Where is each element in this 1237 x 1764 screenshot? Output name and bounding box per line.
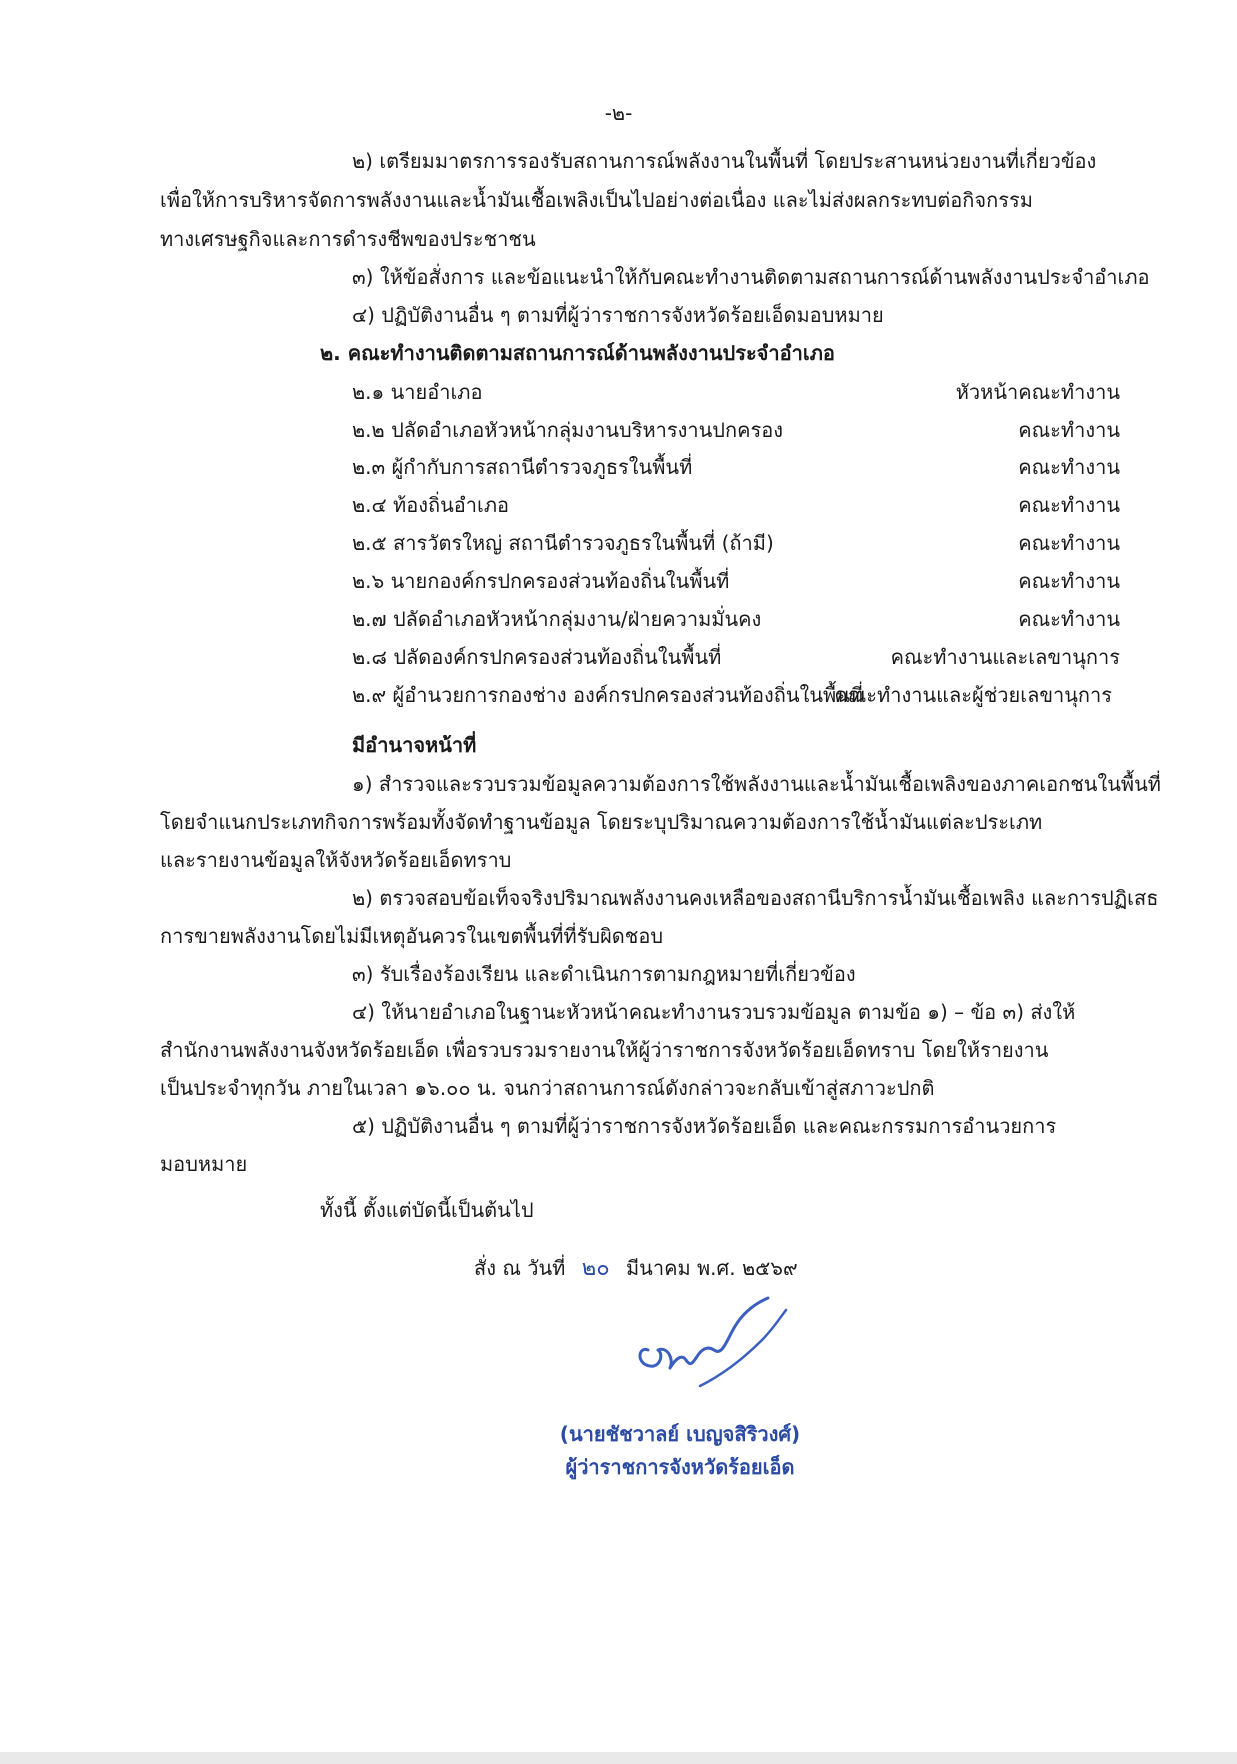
duty-1-line3: และรายงานข้อมูลให้จังหวัดร้อยเอ็ดทราบ — [160, 848, 512, 872]
item-2-line2: เพื่อให้การบริหารจัดการพลังงานและน้ำมันเชื้อเพลิงเป็นไปอย่างต่อเนื่อง และไม่ส่งผลกระทบต่อกิจกรรม — [160, 188, 1033, 212]
member-role: คณะทำงาน — [1018, 531, 1120, 555]
member-role: หัวหน้าคณะทำงาน — [955, 380, 1120, 404]
member-role: คณะทำงาน — [1018, 569, 1120, 593]
duty-5-line2: มอบหมาย — [160, 1152, 248, 1176]
order-date-day: ๒๐ — [581, 1256, 610, 1281]
item-4: ๔) ปฏิบัติงานอื่น ๆ ตามที่ผู้ว่าราชการจังหวัดร้อยเอ็ดมอบหมาย — [352, 303, 884, 327]
member-name: ๒.๔ ท้องถิ่นอำเภอ — [352, 493, 510, 517]
item-2-line1: ๒) เตรียมมาตรการรองรับสถานการณ์พลังงานในพื้นที่ โดยประสานหน่วยงานที่เกี่ยวข้อง — [352, 149, 1097, 173]
member-role: คณะทำงาน — [1018, 455, 1120, 479]
member-name: ๒.๓ ผู้กำกับการสถานีตำรวจภูธรในพื้นที่ — [352, 455, 693, 479]
page-number: -๒- — [604, 101, 633, 125]
duty-4-line2: สำนักงานพลังงานจังหวัดร้อยเอ็ด เพื่อรวบรวมรายงานให้ผู้ว่าราชการจังหวัดร้อยเอ็ดทราบ โดยให้รายงาน — [160, 1038, 1049, 1062]
member-name: ๒.๙ ผู้อำนวยการกองช่าง องค์กรปกครองส่วนท้องถิ่นในพื้นที่ — [352, 683, 864, 707]
section-2-heading: ๒. คณะทำงานติดตามสถานการณ์ด้านพลังงานประจำอำเภอ — [320, 341, 835, 365]
duty-3-line1: ๓) รับเรื่องร้องเรียน และดำเนินการตามกฎหมายที่เกี่ยวข้อง — [352, 962, 856, 986]
item-3: ๓) ให้ข้อสั่งการ และข้อแนะนำให้กับคณะทำงานติดตามสถานการณ์ด้านพลังงานประจำอำเภอ — [352, 265, 1150, 289]
order-date-prefix: สั่ง ณ วันที่ — [474, 1256, 566, 1280]
signature-mark — [630, 1288, 800, 1398]
member-role: คณะทำงาน — [1018, 493, 1120, 517]
member-role: คณะทำงานและเลขานุการ — [890, 645, 1120, 669]
member-name: ๒.๑ นายอำเภอ — [352, 380, 483, 404]
effective-statement: ทั้งนี้ ตั้งแต่บัดนี้เป็นต้นไป — [320, 1198, 534, 1222]
duty-4-line1: ๔) ให้นายอำเภอในฐานะหัวหน้าคณะทำงานรวบรวมข้อมูล ตามข้อ ๑) – ข้อ ๓) ส่งให้ — [352, 1000, 1076, 1024]
duty-2-line2: การขายพลังงานโดยไม่มีเหตุอันควรในเขตพื้นที่ที่รับผิดชอบ — [160, 924, 664, 948]
duties-heading: มีอำนาจหน้าที่ — [352, 733, 477, 757]
order-date — [474, 1255, 798, 1282]
member-name: ๒.๗ ปลัดอำเภอหัวหน้ากลุ่มงาน/ฝ่ายความมั่นคง — [352, 607, 762, 631]
member-name: ๒.๘ ปลัดองค์กรปกครองส่วนท้องถิ่นในพื้นที่ — [352, 645, 722, 669]
member-role: คณะทำงานและผู้ช่วยเลขานุการ — [834, 683, 1112, 707]
signatory-position: ผู้ว่าราชการจังหวัดร้อยเอ็ด — [565, 1455, 795, 1479]
scan-edge — [0, 1752, 1237, 1764]
duty-1-line2: โดยจำแนกประเภทกิจการพร้อมทั้งจัดทำฐานข้อมูล โดยระบุปริมาณความต้องการใช้น้ำมันแต่ละประเภท — [160, 810, 1043, 834]
duty-1-line1: ๑) สำรวจและรวบรวมข้อมูลความต้องการใช้พลังงานและน้ำมันเชื้อเพลิงของภาคเอกชนในพื้นที่ — [352, 772, 1161, 796]
member-role: คณะทำงาน — [1018, 607, 1120, 631]
item-2-line3: ทางเศรษฐกิจและการดำรงชีพของประชาชน — [160, 227, 536, 251]
duty-5-line1: ๕) ปฏิบัติงานอื่น ๆ ตามที่ผู้ว่าราชการจังหวัดร้อยเอ็ด และคณะกรรมการอำนวยการ — [352, 1114, 1057, 1138]
member-name: ๒.๕ สารวัตรใหญ่ สถานีตำรวจภูธรในพื้นที่ (ถ้ามี) — [352, 531, 774, 555]
duty-4-line3: เป็นประจำทุกวัน ภายในเวลา ๑๖.๐๐ น. จนกว่าสถานการณ์ดังกล่าวจะกลับเข้าสู่สภาวะปกติ — [160, 1076, 935, 1100]
member-name: ๒.๒ ปลัดอำเภอหัวหน้ากลุ่มงานบริหารงานปกครอง — [352, 418, 783, 442]
duty-2-line1: ๒) ตรวจสอบข้อเท็จจริงปริมาณพลังงานคงเหลือของสถานีบริการน้ำมันเชื้อเพลิง และการปฏิเสธ — [352, 886, 1159, 910]
order-date-suffix: มีนาคม พ.ศ. ๒๕๖๙ — [625, 1256, 798, 1280]
member-role: คณะทำงาน — [1018, 418, 1120, 442]
signatory-name: (นายชัชวาลย์ เบญจสิริวงศ์) — [559, 1422, 801, 1446]
member-name: ๒.๖ นายกองค์กรปกครองส่วนท้องถิ่นในพื้นที่ — [352, 569, 730, 593]
